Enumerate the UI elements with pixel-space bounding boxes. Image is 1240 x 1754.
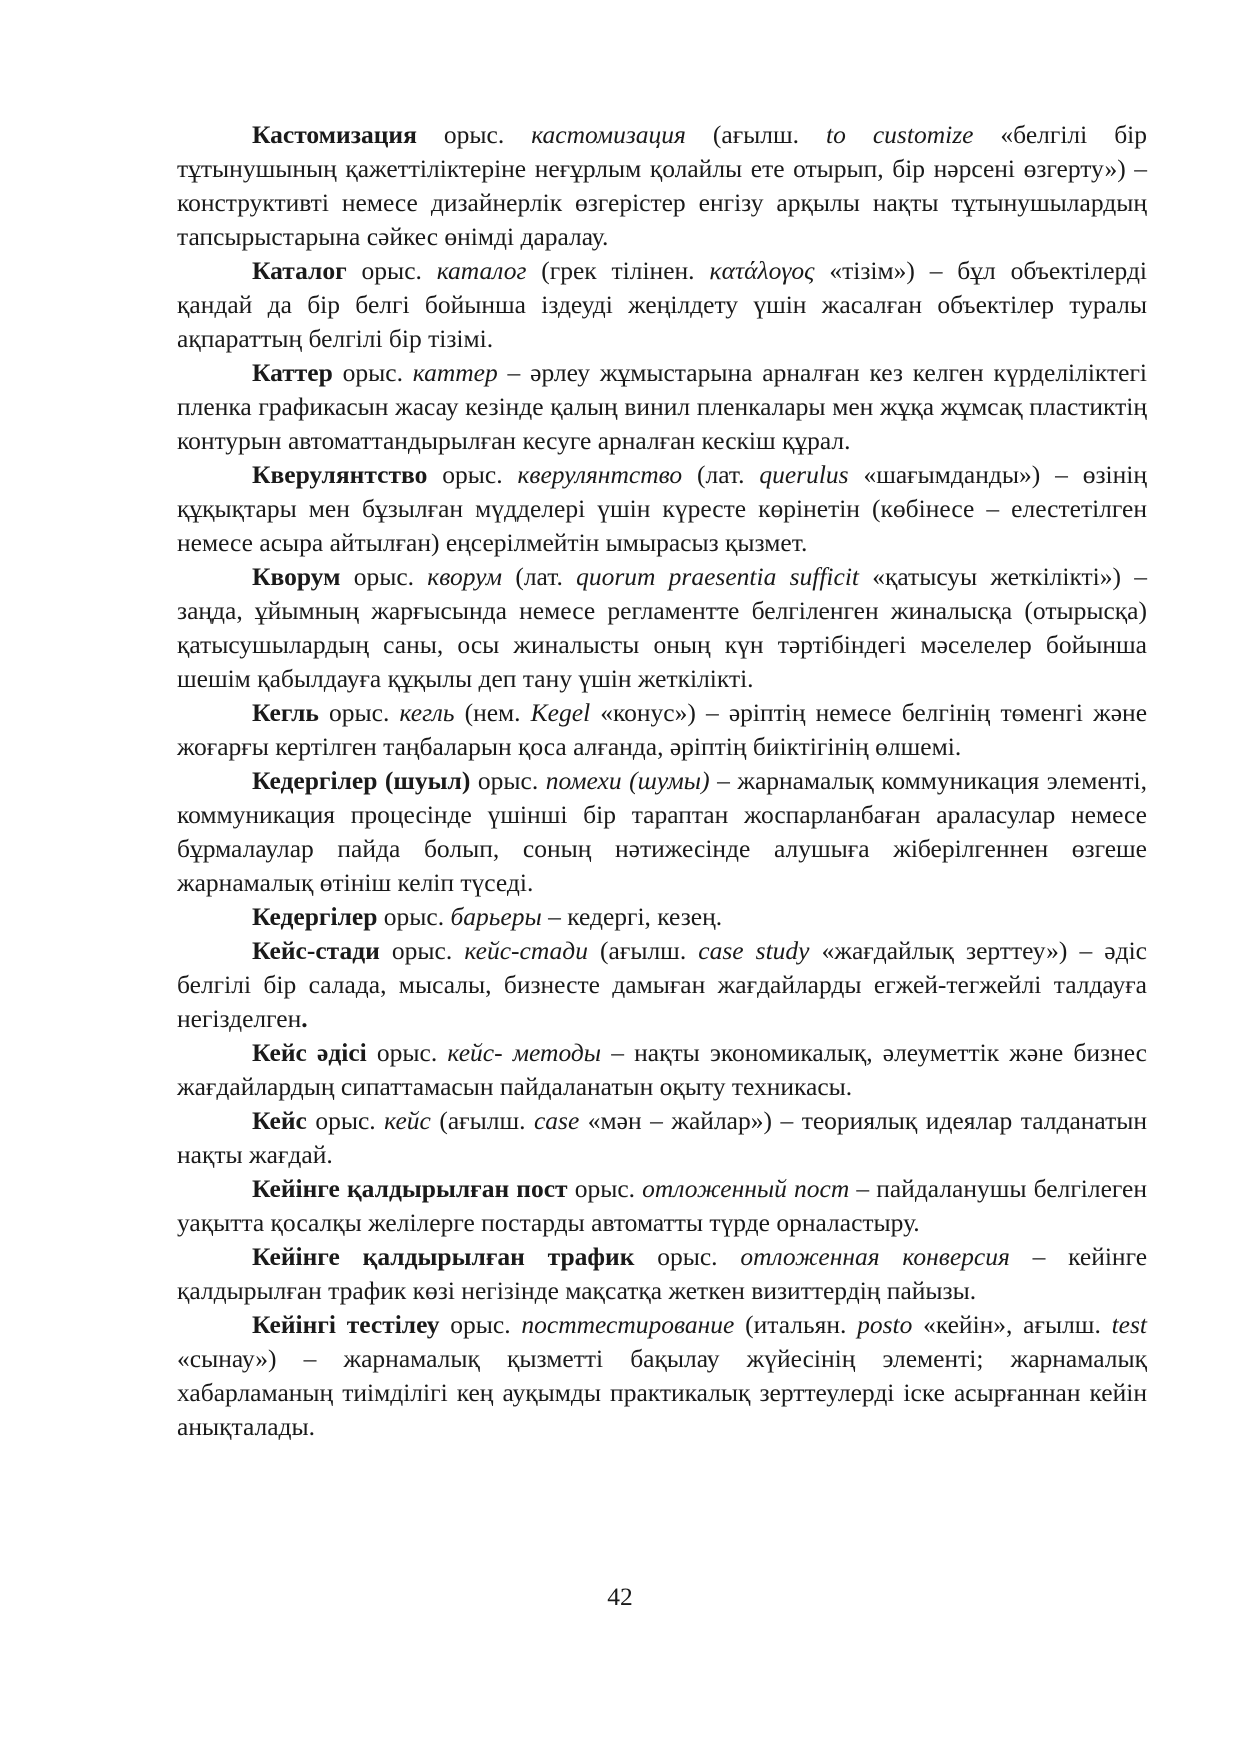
entry-text: – кейінге қалдырылған трафик көзі негізінде мақсатқа жеткен визиттердің пайызы. — [177, 1242, 1148, 1305]
glossary-entry — [177, 900, 1147, 934]
glossary-entry — [177, 1240, 1147, 1308]
entry-term: Кейінгі тестілеу — [252, 1310, 440, 1339]
glossary-entry — [177, 254, 1147, 356]
entry-text: «конус») – әріптің немесе белгінің төменгі және жоғарғы кертілген таңбаларын қоса алғанда, әріптің биіктігінің өлшемі. — [177, 698, 1148, 761]
entry-text: «кейін», ағылш. — [912, 1310, 1112, 1339]
glossary-entry — [177, 356, 1147, 458]
entry-italic-text: test — [1111, 1310, 1147, 1339]
entry-text: «мән – жайлар») – теориялық идеялар талданатын нақты жағдай. — [177, 1106, 1147, 1169]
entry-term: Кейс-стади — [252, 936, 380, 965]
entry-text: орыс. — [379, 936, 465, 965]
entry-text: орыс. — [439, 1310, 522, 1339]
entry-italic-text: кверулянтство — [517, 460, 683, 489]
entry-text: – нақты экономикалық, әлеуметтік және бизнес жағдайлардың сипаттамасын пайдаланатын оқыту техникасы. — [177, 1038, 1147, 1101]
entry-term: Кверулянтство — [252, 460, 428, 489]
entry-text: орыс. — [366, 1038, 448, 1067]
entry-text: (грек тілінен. — [526, 256, 710, 285]
glossary-entry — [177, 118, 1147, 254]
entry-text: орыс. — [346, 256, 437, 285]
entry-text: «шағымданды») – өзінің құқықтары мен бұзылған мүдделері үшін күресте көрінетін (көбінесе – елестетілген немесе асыра айтылған) еңсерілмейтін ымырасыз қызмет. — [177, 460, 1147, 557]
entry-text: – пайдаланушы белгілеген уақытта қосалқы желілерге постарды автоматты түрде орналастыру. — [177, 1174, 1148, 1237]
entry-term: Каттер — [252, 358, 333, 387]
entry-text: орыс. — [634, 1242, 741, 1271]
entry-italic-text: quorum praesentia sufficit — [576, 562, 859, 591]
entry-italic-text: case study — [698, 936, 810, 965]
entry-term: Каталог — [252, 256, 347, 285]
entry-italic-text: case — [533, 1106, 580, 1135]
entry-term: Кейінге қалдырылған трафик — [252, 1242, 635, 1271]
entry-italic-text: кворум — [427, 562, 503, 591]
entry-text: орыс. — [470, 766, 546, 795]
entry-italic-text: кастомизация — [531, 120, 686, 149]
entry-italic-text: to customize — [826, 120, 974, 149]
entry-text: (ағылш. — [430, 1106, 534, 1135]
entry-text: (итальян. — [734, 1310, 858, 1339]
entry-term: Кейінге қалдырылған пост — [252, 1174, 568, 1203]
glossary-entry — [177, 934, 1147, 1036]
entry-text: орыс. — [416, 120, 532, 149]
entry-italic-text: каталог — [436, 256, 527, 285]
entry-italic-text: каттер — [412, 358, 498, 387]
entry-italic-text: кейс-стади — [464, 936, 588, 965]
entry-text: – жарнамалық коммуникация элементі, коммуникация процесінде үшінші бір тараптан жоспарланбаған араласулар немесе бұрмалаулар пайда болып, соның нәтижесінде алушыға жіберілгеннен өзгеше жарнамалық өтініш келіп түседі. — [177, 766, 1148, 897]
entry-text: (ағылш. — [685, 120, 827, 149]
entry-italic-text: posto — [857, 1310, 913, 1339]
entry-text: (ағылш. — [587, 936, 699, 965]
entry-term: Кворум — [252, 562, 341, 591]
entry-text: (лат. — [502, 562, 577, 591]
entry-italic-text: Kegel — [530, 698, 591, 727]
entry-text: «тізім») – бұл объектілерді қандай да бір белгі бойынша іздеуді жеңілдету үшін жасалған объектілер туралы ақпараттың белгілі бір тізімі. — [177, 256, 1148, 353]
glossary-entry — [177, 1308, 1147, 1444]
entry-text: «белгілі бір тұтынушының қажеттіліктеріне неғұрлым қолайлы ете отырып, бір нәрсені өзгерту») – конструктивті немесе дизайнерлік өзгерістер енгізу арқылы нақты тұтынушылардың тапсырыстарына сәйкес өнімді даралау. — [177, 120, 1148, 251]
entry-text: орыс. — [427, 460, 518, 489]
entry-italic-text: кегль — [399, 698, 455, 727]
glossary-entry — [177, 696, 1147, 764]
entry-text: орыс. — [332, 358, 413, 387]
glossary-entry — [177, 1036, 1147, 1104]
entry-term: Кедергілер — [252, 902, 378, 931]
entry-italic-text: кейс — [384, 1106, 431, 1135]
entry-italic-text: отложенная конверсия — [740, 1242, 1010, 1271]
entry-term: Кастомизация — [252, 120, 417, 149]
entry-text: (лат. — [682, 460, 760, 489]
glossary-entries — [177, 118, 1147, 1444]
entry-text: орыс. — [318, 698, 400, 727]
entry-text: «қатысуы жеткілікті») – заңда, ұйымның жарғысында немесе регламентте белгіленген жиналысқа (отырысқа) қатысушылардың саны, осы жиналысты оның күн тәртібіндегі мәселелер бойынша шешім қабылдауға құқылы деп тану үшін жеткілікті. — [177, 562, 1147, 693]
entry-italic-text: помехи (шумы) — [545, 766, 710, 795]
glossary-entry — [177, 764, 1147, 900]
entry-text: орыс. — [340, 562, 428, 591]
entry-italic-text: querulus — [759, 460, 849, 489]
entry-term: Кедергілер (шуыл) — [252, 766, 471, 795]
entry-term: Кейс әдісі — [252, 1038, 367, 1067]
entry-text: – әрлеу жұмыстарына арналған кез келген күрделіліктегі пленка графикасын жасау кезінде қалың винил пленкалары мен жұқа жұмсақ пластиктің контурын автоматтандырылған кесуге арналған кескіш құрал. — [177, 358, 1147, 455]
entry-text: (нем. — [454, 698, 531, 727]
entry-term: Кейс — [252, 1106, 307, 1135]
glossary-entry — [177, 1172, 1147, 1240]
entry-text: – кедергі, кезең. — [541, 902, 723, 931]
entry-italic-text: кейс- методы — [447, 1038, 602, 1067]
page-number: 42 — [607, 1582, 633, 1611]
entry-italic-text: отложенный пост — [642, 1174, 850, 1203]
entry-term: . — [301, 1004, 308, 1033]
entry-italic-text: посттестирование — [521, 1310, 735, 1339]
entry-term: Кегль — [252, 698, 319, 727]
entry-italic-text: κατάλογος — [709, 256, 815, 285]
entry-text: «жағдайлық зерттеу») – әдіс белгілі бір салада, мысалы, бизнесте дамыған жағдайларды егжей-тегжейлі талдауға негізделген — [177, 936, 1148, 1033]
glossary-entry — [177, 1104, 1147, 1172]
glossary-entry — [177, 560, 1147, 696]
entry-italic-text: барьеры — [450, 902, 542, 931]
entry-text: орыс. — [377, 902, 451, 931]
entry-text: «сынау») – жарнамалық қызметті бақылау жүйесінің элементі; жарнамалық хабарламаның тиімділігі кең ауқымды практикалық зерттеулерді іске асырғаннан кейін анықталады. — [177, 1344, 1147, 1441]
glossary-entry — [177, 458, 1147, 560]
entry-text: орыс. — [567, 1174, 643, 1203]
entry-text: орыс. — [306, 1106, 385, 1135]
